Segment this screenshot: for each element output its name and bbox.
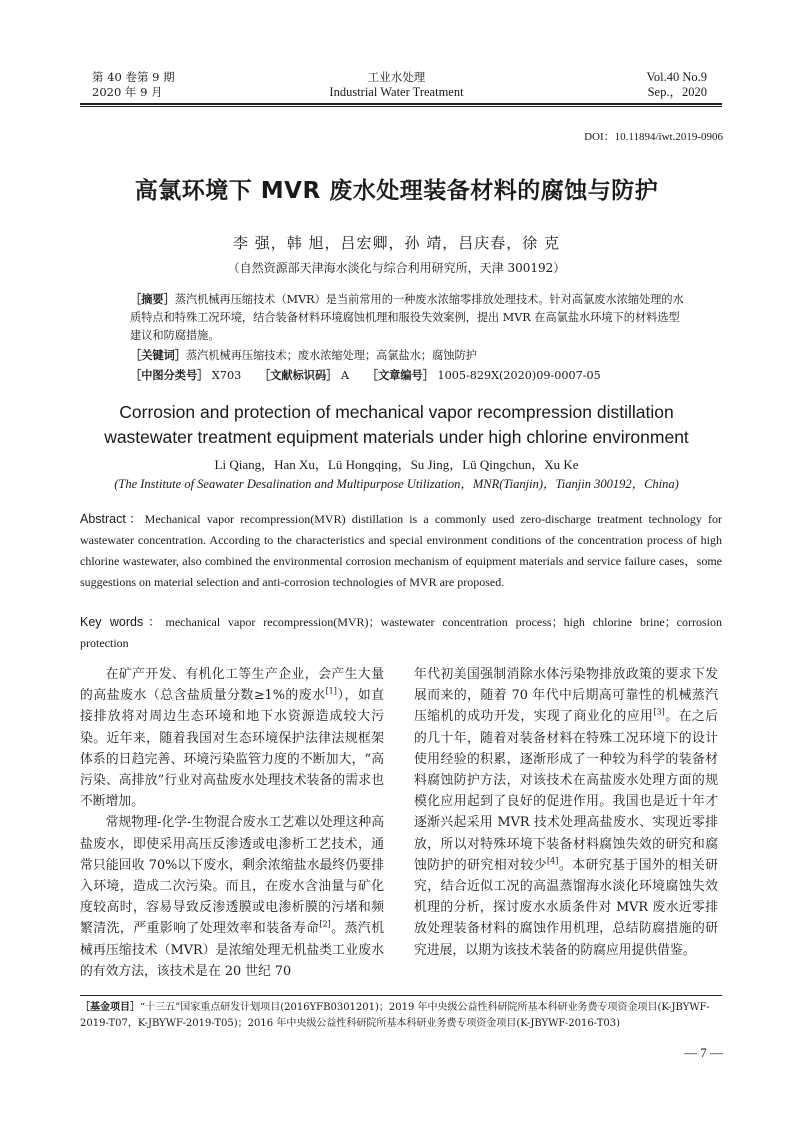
citation-ref[interactable]: [2] xyxy=(319,920,331,930)
citation-ref[interactable]: [4] xyxy=(547,856,559,866)
body-paragraph: 在矿产开发、有机化工等生产企业，会产生大量的高盐废水（总含盐质量分数≥1%的废水[1]），如直接排放将对周边生态环境和地下水资源造成较大污染。近年来，随着我国对生态环境保护法律法规框架体系的日趋完善、环境污染监管力度的不断加大，“高污染、高排放”行业对高盐废水处理技术装备的需求也不断增加。 xyxy=(80,667,384,810)
keywords-cn-text: 蒸汽机械再压缩技术；废水浓缩处理；高氯盐水；腐蚀防护 xyxy=(185,349,477,362)
funding-label: ［基金项目］ xyxy=(80,1002,140,1013)
doi: DOI：10.11894/iwt.2019-0906 xyxy=(584,131,723,143)
keywords-cn xyxy=(130,347,686,365)
keywords-en-text: mechanical vapor recompression(MVR)；wastewater concentration process；high chlorine brine；corrosion protection xyxy=(80,615,722,650)
citation-ref[interactable]: [1] xyxy=(325,686,337,696)
abstract-cn-text: 蒸汽机械再压缩技术（MVR）是当前常用的一种废水浓缩零排放处理技术。针对高氯废水浓缩处理的水质特点和特殊工况环境，结合装备材料环境腐蚀机理和服役失效案例，提出 MVR 在高氯盐水环境下的材料选型建议和防腐措施。 xyxy=(130,293,684,342)
article-no-value: 1005-829X(2020)09-0007-05 xyxy=(437,369,601,382)
keywords-cn-label: ［关键词］ xyxy=(130,349,186,362)
affiliation-en: (The Institute of Seawater Desalination and Multipurpose Utilization，MNR(Tianjin)，Tianjin 300192，China) xyxy=(114,477,679,491)
journal-name-cn: 工业水处理 xyxy=(367,70,426,84)
body-paragraph: 年代初美国强制消除水体污染物排放政策的要求下发展而来的，随着 70 年代中后期高可靠性的机械蒸汽压缩机的成功开发，实现了商业化的应用[3]。在之后的几十年，随着对装备材料在特殊工况环境下的设计使用经验的积累，逐渐形成了一种较为科学的装备材料腐蚀防护方法，对该技术在高盐废水处理方面的规模化应用起到了良好的促进作用。我国也是近十年才逐渐兴起采用 MVR 技术处理高盐废水、实现近零排放，所以对特殊环境下装备材料腐蚀失效的研究和腐蚀防护的研究相对较少[4]。本研究基于国外的相关研究，结合近似工况的高温蒸馏海水淡化环境腐蚀失效机理的分析，探讨废水水质条件对 MVR 废水近零排放处理装备材料的腐蚀作用机理，总结防腐措施的研究进展，以期为该技术装备的防腐应用提供借鉴。 xyxy=(414,667,719,958)
citation-ref[interactable]: [3] xyxy=(653,708,665,718)
body-paragraph: 常规物理-化学-生物混合废水工艺难以处理这种高盐废水，即使采用高压反渗透或电渗析工艺技术，通常只能回收 70%以下废水，剩余浓缩盐水最终仍要排入环境，造成二次污染。而且，在废水含油量与矿化度较高时，容易导致反渗透膜或电渗析膜的污堵和频繁清洗，严重影响了处理效率和装备寿命[2]。蒸汽机械再压缩技术（MVR）是浓缩处理无机盐类工业废水的有效方法，该技术是在 20 世纪 70 xyxy=(80,815,385,979)
title-cn: 高氯环境下 MVR 废水处理装备材料的腐蚀与防护 xyxy=(134,178,659,204)
funding-text: “十三五”国家重点研发计划项目(2016YFB0301201)；2019 年中央级公益性科研院所基本科研业务费专项资金项目(K-JBYWF-2019-T07，K-JBYWF-2019-T05)；2016 年中央级公益性科研院所基本科研业务费专项资金项目(K-JBYWF-2016-T03) xyxy=(80,1002,710,1029)
body-column-left xyxy=(80,664,384,982)
abstract-en-text: Mechanical vapor recompression(MVR) distillation is a commonly used zero-discharge treatment technology for wastewater concentration. According to the characteristics and special environment conditions of the concentration process of high chlorine wastewater, also combined the environmental corrosion mechanism of equipment materials and service failure cases，some suggestions on material selection and anti-corrosion technologies of MVR are proposed. xyxy=(80,512,722,589)
body-column-right xyxy=(414,664,718,961)
authors-en: Li Qiang，Han Xu，Lü Hongqing，Su Jing，Lü Qingchun，Xu Ke xyxy=(214,457,579,472)
classification-line xyxy=(130,367,686,385)
authors-cn: 李 强，韩 旭，吕宏卿，孙 靖，吕庆春，徐 克 xyxy=(232,234,561,252)
doc-code-value: A xyxy=(340,369,349,382)
abstract-en-label: Abstract： xyxy=(80,512,145,526)
keywords-en-label: Key words： xyxy=(80,615,166,629)
affiliation-cn: （自然资源部天津海水淡化与综合利用研究所，天津 300192） xyxy=(227,261,566,275)
date-cn: 2020 年 9 月 xyxy=(92,85,163,99)
title-en-line1: Corrosion and protection of mechanical vapor recompression distillation xyxy=(119,402,674,422)
journal-name-en: Industrial Water Treatment xyxy=(329,85,464,99)
keywords-en xyxy=(80,612,722,654)
header-rule-bottom xyxy=(80,106,722,107)
abstract-cn xyxy=(130,291,686,345)
abstract-en xyxy=(80,509,722,593)
doc-code-label: ［文献标识码］ xyxy=(259,369,338,382)
volume-issue-en: Vol.40 No.9 xyxy=(646,70,707,84)
title-en-line2: wastewater treatment equipment materials under high chlorine environment xyxy=(104,427,689,447)
clc-label: ［中图分类号］ xyxy=(130,369,209,382)
date-en: Sep.，2020 xyxy=(647,85,707,99)
title-en xyxy=(60,400,733,450)
header-volume-en xyxy=(646,70,707,100)
article-no-label: ［文章编号］ xyxy=(366,369,434,382)
funding-note xyxy=(80,1000,722,1032)
header-rule-top xyxy=(80,103,722,105)
volume-issue-cn: 第 40 卷第 9 期 xyxy=(92,70,175,84)
page-number: — 7 — xyxy=(684,1045,723,1060)
clc-value: X703 xyxy=(211,369,242,382)
abstract-cn-label: ［摘要］ xyxy=(130,293,175,306)
footnote-rule xyxy=(80,995,722,996)
